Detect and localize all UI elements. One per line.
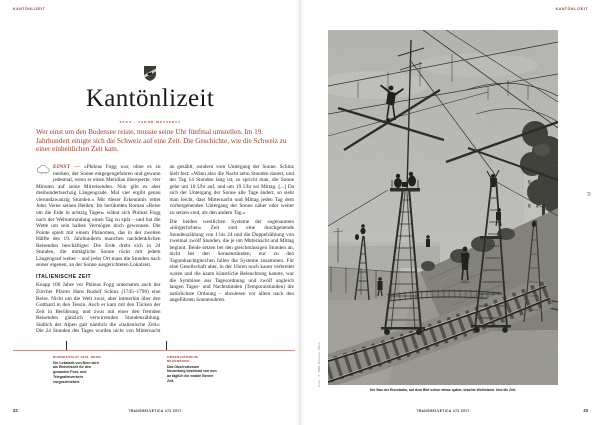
bern-crest-icon bbox=[143, 65, 157, 87]
photo-caption: Der Bau der Eisenbahn, auf dem Bild schon etwas später, brachte Wohlstand. Und die Zeit. bbox=[369, 388, 517, 392]
running-head-right: KANTÖNLIZEIT bbox=[555, 7, 588, 11]
column-tick-mark bbox=[166, 341, 167, 350]
page-number-right: 23 bbox=[583, 408, 588, 413]
footer-right: TRANSHELVETICA #72 ZEIT bbox=[416, 409, 470, 413]
footer-left: TRANSHELVETICA #72 ZEIT bbox=[128, 409, 182, 413]
timeline-note bbox=[53, 355, 103, 385]
margin-marker: [2] bbox=[587, 192, 591, 197]
body-paragraph: Knapp 100 Jahre vor Phileas Fogg unternahm auch der Zürcher Pfarrer Hans Rudolf Schinz (1745–1790) eine Reise. Nicht um die Welt zwar, aber immerhin über den Gotthard in den Tessin. Auch er kam mit den Tücken der Zeit in Berührung, und zwar mit einer den fremden Reisenden gänzlich verwirrenden Stundenzählung. Südlich der Alpen galt nämlich die «italienische Zeit»: Die 24 Stunden des Tages wurden nicht von Mitternacht an gezählt, sondern vom Untergang der Sonne. Schinz hielt fest: «Wann also die Nacht zehn Stunden dauert, und der Tag 14 Stunden lang ist, so spricht man, die Sonne gehe um 10 Uhr auf, und um 19 Uhr sei Mittag. [...] Da sich der Untergang der Sonne alle Tage ändert, so sieht man leicht, dass Mitternacht und Mittag jeden Tag dem vorhergehenden Untergang der Sonne näher oder weiter zu setzen sind, als den andern Tag.» bbox=[36, 164, 294, 335]
body-paragraph: Die beiden westlichen Systeme der sogenannten «bürgerlichen» Zeit sind eine durchgehende Stundenzählung von 1 bis 24 und die Doppelzählung von zweimal zwölf Stunden, die je um Mitternacht und Mittag beginnt. Beide setzen bei den gleichmässigen Stunden an, nicht bei den Sonnenständen; nur zu den Tagundnachtgleichen fallen die Systeme zusammen. Für eine Gesellschaft aber, in der Uhren noch kaum verbreitet waren und die kaum künstliche Beleuchtung kannte, war die Symbiose aus Tagesordnung und zwölf ungleich langen Tages- und Nachtstunden (Temporalstunden) die natürlichste Ordnung – abzulesen vor allem nach den angeführten Sonnenuhren. bbox=[169, 218, 294, 304]
timeline-note bbox=[167, 355, 217, 384]
article-body bbox=[36, 164, 294, 336]
photo-credit: Foto: © SBB Historic, Bern bbox=[317, 341, 321, 387]
timeline-note-text: Die Lokalzeit von Bern wird als Einheitszeit für den gesamten Post- und Telegrafenverkehr vorgeschrieben. bbox=[53, 360, 99, 385]
body-paragraph bbox=[36, 164, 161, 269]
timeline-note-title: BUNDESSTAAT 1848, BERN bbox=[53, 355, 101, 359]
paragraph-text: «Phileas Fogg war, ohne es zu merken, der Sonne entgegengefahren und gewann jedesmal, wenn er einen Meridian überquerte, vier Minuten auf seine Mitreisenden. Nun gibt es aber dreihundertsechzig Längengrade. Mal vier ergibt genau vierundzwanzig Stunden.» Mit dieser Erkenntnis rettet Jules Verne seinen Helden: Im berühmten Roman «Reise um die Erde in achtzig Tagen» wähnt sich Phileas Fogg nach der Weltumrundung einen Tag zu spät – und hat die Wette um sein halbes Vermögen doch gewonnen. Die Pointe spielt mit einem Phänomen, das in der zweiten Hälfte des 19. Jahrhunderts manchen nachdenklichen Reisenden beschäftigte: Die Erde dreht sich in 24 Stunden, die mittägliche Sonne rückt mit jedem Längengrad weiter – und jeder Ort mass die Stunden nach seiner eigenen, an der Sonne ausgerichteten Lokalzeit. bbox=[36, 164, 161, 269]
timeline-note-title: OBSERVATORIUM, NEUENBURG bbox=[167, 355, 199, 363]
paragraph-lead-in: EINST — bbox=[53, 164, 85, 170]
byline: TEXT – JAKOB MESSERLI bbox=[119, 120, 181, 124]
running-head-left: KANTÖNLIZEIT bbox=[13, 7, 46, 11]
timeline-note-text: Das Observatorium Neuenburg bestimmt von nun an täglich die exakte Berner Zeit. bbox=[167, 364, 217, 384]
page-number-left: 22 bbox=[13, 408, 18, 413]
article-title: Kantönlizeit bbox=[85, 85, 215, 112]
cloud-icon bbox=[36, 164, 51, 178]
footnote-rule bbox=[13, 350, 295, 351]
column-tick-mark bbox=[66, 341, 67, 350]
section-heading: ITALIENISCHE ZEIT bbox=[36, 274, 92, 280]
page-right bbox=[300, 0, 600, 425]
photo-railway-catenary-workers bbox=[328, 30, 558, 385]
lead-paragraph: Wer einst um den Bodensee reiste, musste seine Uhr fünfmal umstellen. Im 19. Jahrhundert einigte sich die Schweiz auf eine Zeit. Die Geschichte, wie die Schweiz zu einer einheitlichen Zeit kam. bbox=[36, 128, 287, 154]
